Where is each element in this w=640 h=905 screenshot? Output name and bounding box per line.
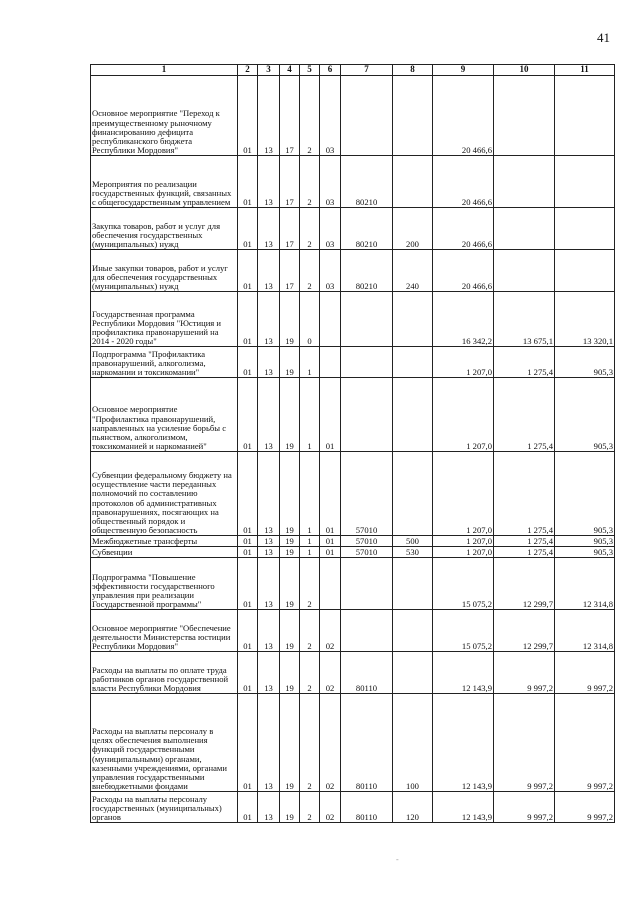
row-cell-col-7 [341,347,393,378]
row-cell-col-8 [393,378,433,452]
row-cell-col-2: 01 [238,547,258,558]
row-cell-col-7: 80210 [341,208,393,250]
row-cell-col-9: 12 143,9 [433,652,494,694]
row-name-cell: Межбюджетные трансферты [91,536,238,547]
row-cell-col-10: 1 275,4 [494,547,555,558]
column-header-10: 10 [494,65,555,76]
row-cell-col-10 [494,156,555,208]
row-cell-col-5: 2 [300,156,320,208]
row-cell-col-6: 03 [320,250,341,292]
table-row [91,652,615,694]
row-cell-col-11 [555,76,615,156]
table-body [91,76,615,823]
row-cell-col-5: 2 [300,652,320,694]
table-row [91,536,615,547]
row-cell-col-9: 1 207,0 [433,347,494,378]
column-header-8: 8 [393,65,433,76]
row-cell-col-6: 02 [320,694,341,792]
row-cell-col-2: 01 [238,452,258,536]
row-cell-col-6: 02 [320,792,341,823]
row-cell-col-10: 9 997,2 [494,792,555,823]
page-number: 41 [597,30,610,45]
row-cell-col-11: 13 320,1 [555,292,615,347]
row-cell-col-11: 905,3 [555,452,615,536]
row-cell-col-8: 200 [393,208,433,250]
column-header-11: 11 [555,65,615,76]
table-row [91,378,615,452]
row-cell-col-10: 9 997,2 [494,694,555,792]
row-cell-col-8: 240 [393,250,433,292]
row-cell-col-11: 905,3 [555,347,615,378]
row-name-cell: Основное мероприятие "Профилактика правонарушений, направленных на усиление борьбы с пьянством, алкоголизмом, токсикоманией и наркоманией" [91,378,238,452]
row-cell-col-4: 19 [280,292,300,347]
row-cell-col-9: 16 342,2 [433,292,494,347]
row-name-cell: Расходы на выплаты персоналу в целях обеспечения выполнения функций государственными (муниципальными) органами, казенными учреждениями, органами управления государственными внебюджетными фондами [91,694,238,792]
row-cell-col-9: 1 207,0 [433,452,494,536]
row-cell-col-5: 2 [300,208,320,250]
row-cell-col-11 [555,156,615,208]
table-row [91,558,615,610]
row-cell-col-8 [393,558,433,610]
row-cell-col-3: 13 [258,208,280,250]
row-cell-col-6: 02 [320,652,341,694]
row-cell-col-5: 1 [300,452,320,536]
row-cell-col-10 [494,208,555,250]
row-name-cell: Основное мероприятие "Переход к преимущественному рыночному финансированию дефицита республиканского бюджета Республики Мордовия" [91,76,238,156]
row-name-cell: Государственная программа Республики Мордовия "Юстиция и профилактика правонарушений на 2014 - 2020 годы" [91,292,238,347]
row-name-cell: Расходы на выплаты по оплате труда работников органов государственной власти Республики Мордовия [91,652,238,694]
row-name-cell: Расходы на выплаты персоналу государственных (муниципальных) органов [91,792,238,823]
row-cell-col-2: 01 [238,652,258,694]
row-cell-col-2: 01 [238,378,258,452]
row-cell-col-5: 2 [300,792,320,823]
row-cell-col-9: 20 466,6 [433,156,494,208]
row-cell-col-5: 2 [300,558,320,610]
row-cell-col-6: 01 [320,536,341,547]
row-cell-col-4: 19 [280,610,300,652]
scan-speck: - [396,855,399,864]
row-cell-col-2: 01 [238,156,258,208]
row-cell-col-3: 13 [258,347,280,378]
table-row [91,792,615,823]
column-header-6: 6 [320,65,341,76]
row-cell-col-6 [320,292,341,347]
row-cell-col-7: 57010 [341,536,393,547]
row-cell-col-3: 13 [258,292,280,347]
row-cell-col-7: 80110 [341,694,393,792]
row-cell-col-10 [494,250,555,292]
row-cell-col-3: 13 [258,452,280,536]
row-cell-col-4: 19 [280,378,300,452]
row-cell-col-5: 2 [300,76,320,156]
row-cell-col-7 [341,378,393,452]
row-cell-col-3: 13 [258,652,280,694]
row-cell-col-9: 1 207,0 [433,536,494,547]
row-cell-col-10: 1 275,4 [494,452,555,536]
row-name-cell: Закупка товаров, работ и услуг для обеспечения государственных (муниципальных) нужд [91,208,238,250]
row-cell-col-9: 12 143,9 [433,792,494,823]
row-cell-col-3: 13 [258,558,280,610]
row-cell-col-9: 20 466,6 [433,250,494,292]
row-cell-col-8 [393,347,433,378]
row-cell-col-4: 19 [280,792,300,823]
row-cell-col-4: 17 [280,208,300,250]
row-cell-col-9: 1 207,0 [433,378,494,452]
row-cell-col-3: 13 [258,536,280,547]
table-row [91,76,615,156]
table-row [91,610,615,652]
column-header-9: 9 [433,65,494,76]
row-cell-col-2: 01 [238,610,258,652]
table-row [91,452,615,536]
row-cell-col-9: 1 207,0 [433,547,494,558]
row-cell-col-7: 80210 [341,250,393,292]
row-cell-col-11: 9 997,2 [555,694,615,792]
table-row [91,694,615,792]
row-cell-col-3: 13 [258,610,280,652]
table-row [91,292,615,347]
row-cell-col-5: 1 [300,536,320,547]
row-cell-col-9: 20 466,6 [433,208,494,250]
row-cell-col-8 [393,652,433,694]
row-cell-col-2: 01 [238,292,258,347]
row-cell-col-4: 19 [280,452,300,536]
column-header-7: 7 [341,65,393,76]
row-cell-col-2: 01 [238,558,258,610]
row-cell-col-5: 2 [300,250,320,292]
table-row [91,208,615,250]
row-cell-col-11: 9 997,2 [555,652,615,694]
row-cell-col-9: 12 143,9 [433,694,494,792]
row-cell-col-7: 57010 [341,452,393,536]
table-row [91,156,615,208]
row-cell-col-3: 13 [258,250,280,292]
row-name-cell: Субвенции федеральному бюджету на осуществление части переданных полномочий по составлению протоколов об административных правонарушениях, посягающих на общественный порядок и общественную безопасность [91,452,238,536]
row-cell-col-7 [341,292,393,347]
row-cell-col-3: 13 [258,547,280,558]
row-cell-col-8 [393,610,433,652]
row-cell-col-3: 13 [258,378,280,452]
row-cell-col-6: 02 [320,610,341,652]
row-cell-col-2: 01 [238,76,258,156]
row-cell-col-3: 13 [258,694,280,792]
row-cell-col-9: 20 466,6 [433,76,494,156]
row-cell-col-2: 01 [238,250,258,292]
row-name-cell: Субвенции [91,547,238,558]
row-cell-col-10: 1 275,4 [494,378,555,452]
row-name-cell: Иные закупки товаров, работ и услуг для обеспечения государственных (муниципальных) нужд [91,250,238,292]
row-cell-col-7 [341,76,393,156]
row-cell-col-5: 1 [300,547,320,558]
row-cell-col-6: 03 [320,76,341,156]
row-cell-col-4: 17 [280,250,300,292]
row-cell-col-10: 13 675,1 [494,292,555,347]
row-cell-col-9: 15 075,2 [433,558,494,610]
row-cell-col-11: 905,3 [555,536,615,547]
row-cell-col-5: 0 [300,292,320,347]
column-header-3: 3 [258,65,280,76]
row-name-cell: Мероприятия по реализации государственных функций, связанных с общегосударственным управлением [91,156,238,208]
row-cell-col-11: 905,3 [555,378,615,452]
row-cell-col-10: 12 299,7 [494,558,555,610]
row-cell-col-10: 1 275,4 [494,347,555,378]
column-header-4: 4 [280,65,300,76]
row-cell-col-6: 03 [320,208,341,250]
row-cell-col-8: 530 [393,547,433,558]
row-cell-col-3: 13 [258,792,280,823]
row-cell-col-7: 80210 [341,156,393,208]
row-cell-col-8: 100 [393,694,433,792]
row-cell-col-8 [393,292,433,347]
row-cell-col-3: 13 [258,156,280,208]
row-cell-col-4: 19 [280,652,300,694]
row-cell-col-6: 03 [320,156,341,208]
row-cell-col-7: 57010 [341,547,393,558]
row-cell-col-4: 19 [280,558,300,610]
row-cell-col-11: 905,3 [555,547,615,558]
row-cell-col-8 [393,156,433,208]
row-cell-col-11 [555,250,615,292]
table-row [91,250,615,292]
row-cell-col-5: 1 [300,378,320,452]
budget-table [90,64,615,823]
row-cell-col-10: 12 299,7 [494,610,555,652]
row-cell-col-10: 1 275,4 [494,536,555,547]
row-cell-col-4: 19 [280,536,300,547]
row-cell-col-7 [341,610,393,652]
row-cell-col-11 [555,208,615,250]
row-cell-col-3: 13 [258,76,280,156]
row-cell-col-6: 01 [320,547,341,558]
row-cell-col-10 [494,76,555,156]
row-cell-col-7 [341,558,393,610]
row-name-cell: Основное мероприятие "Обеспечение деятельности Министерства юстиции Республики Мордовия" [91,610,238,652]
row-cell-col-2: 01 [238,792,258,823]
row-cell-col-7: 80110 [341,652,393,694]
row-cell-col-6 [320,558,341,610]
row-cell-col-4: 19 [280,347,300,378]
row-cell-col-5: 2 [300,610,320,652]
row-name-cell: Подпрограмма "Профилактика правонарушений, алкоголизма, наркомании и токсикомании" [91,347,238,378]
row-cell-col-5: 2 [300,694,320,792]
table-row [91,547,615,558]
column-header-5: 5 [300,65,320,76]
row-cell-col-11: 12 314,8 [555,558,615,610]
row-cell-col-11: 9 997,2 [555,792,615,823]
row-cell-col-4: 19 [280,547,300,558]
row-cell-col-2: 01 [238,347,258,378]
row-cell-col-2: 01 [238,208,258,250]
row-cell-col-11: 12 314,8 [555,610,615,652]
row-cell-col-4: 17 [280,76,300,156]
row-name-cell: Подпрограмма "Повышение эффективности государственного управления при реализации Государственной программы" [91,558,238,610]
row-cell-col-4: 19 [280,694,300,792]
column-header-1: 1 [91,65,238,76]
row-cell-col-10: 9 997,2 [494,652,555,694]
row-cell-col-6: 01 [320,452,341,536]
row-cell-col-2: 01 [238,536,258,547]
row-cell-col-9: 15 075,2 [433,610,494,652]
row-cell-col-8: 500 [393,536,433,547]
row-cell-col-8: 120 [393,792,433,823]
row-cell-col-2: 01 [238,694,258,792]
column-header-2: 2 [238,65,258,76]
row-cell-col-4: 17 [280,156,300,208]
row-cell-col-5: 1 [300,347,320,378]
row-cell-col-7: 80110 [341,792,393,823]
table-header-row [91,65,615,76]
row-cell-col-6 [320,347,341,378]
row-cell-col-8 [393,76,433,156]
row-cell-col-8 [393,452,433,536]
table-row [91,347,615,378]
row-cell-col-6: 01 [320,378,341,452]
